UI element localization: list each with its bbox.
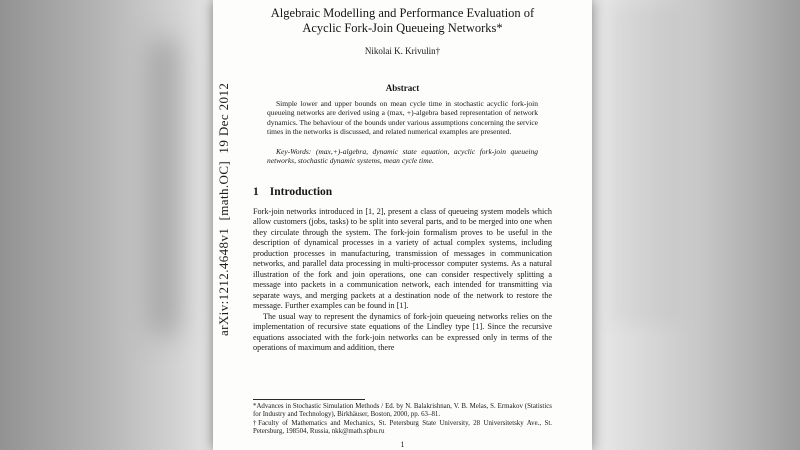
page-number: 1 [400, 440, 405, 449]
blurred-text-reflection [610, 10, 680, 330]
section-1-heading [253, 186, 552, 198]
intro-paragraph-1: Fork-join networks introduced in [1, 2], present a class of queueing system models which allow customers (jobs, tasks) to be split into several parts, and to be merged into one when they circulate through the system. The fork-join formalism proves to be useful in the description of dynamical processes in a variety of actual complex systems, including production processes in manufacturing, transmission of messages in communication networks, and parallel data processing in multi-processor computer systems. As a natural illustration of the fork and join operations, one can consider respectively splitting a message into packets in a communication network, each intended for transmitting via separate ways, and merging packets at a destination node of the network to restore the message. Further examples can be found in [1]. [253, 206, 552, 311]
section-1-number: 1 [253, 185, 259, 198]
footnote-advances: *Advances in Stochastic Simulation Methods / Ed. by N. Balakrishnan, V. B. Melas, S. Ermakov (Statistics for Industry and Technology), Birkhäuser, Boston, 2000, pp. 63–81. [253, 402, 552, 419]
keywords-paragraph [267, 147, 538, 166]
arxiv-watermark: arXiv:1212.4648v1 [math.OC] 19 Dec 2012 [216, 82, 231, 336]
keywords-text: (max,+)-algebra, dynamic state equation, acyclic fork-join queueing networks, stochastic dynamic systems, mean cycle time. [267, 146, 538, 166]
paper-author: Nikolai K. Krivulin† [364, 45, 441, 56]
paper-title: Algebraic Modelling and Performance Evaluation of Acyclic Fork-Join Queueing Networks* [270, 6, 535, 36]
blurred-watermark-reflection [152, 40, 176, 335]
footnote-block [253, 399, 552, 438]
intro-paragraph-2: The usual way to represent the dynamics of fork-join queueing networks relies on the implementation of recursive state equations of the Lindley type [1]. Since the recursive equations associated with the fork-join networks can be expressed only in terms of the operations of maximum and addition, there [253, 311, 552, 353]
footnote-rule [253, 399, 365, 400]
section-1-title: Introduction [269, 185, 333, 198]
paper-page [213, 0, 592, 450]
footnote-affiliation: †Faculty of Mathematics and Mechanics, St. Petersburg State University, 28 Universitetsky Ave., St. Petersburg, 198504, Russia, nkk@math.spbu.ru [253, 419, 552, 436]
abstract-text: Simple lower and upper bounds on mean cycle time in stochastic acyclic fork-join queueing networks are derived using a (max, +)-algebra based representation of network dynamics. The behaviour of the bounds under various assumptions concerning the service times in the networks is discussed, and related numerical examples are presented. [267, 98, 538, 137]
abstract-heading: Abstract [385, 82, 420, 93]
keywords-label: Key-Words: [276, 146, 312, 156]
